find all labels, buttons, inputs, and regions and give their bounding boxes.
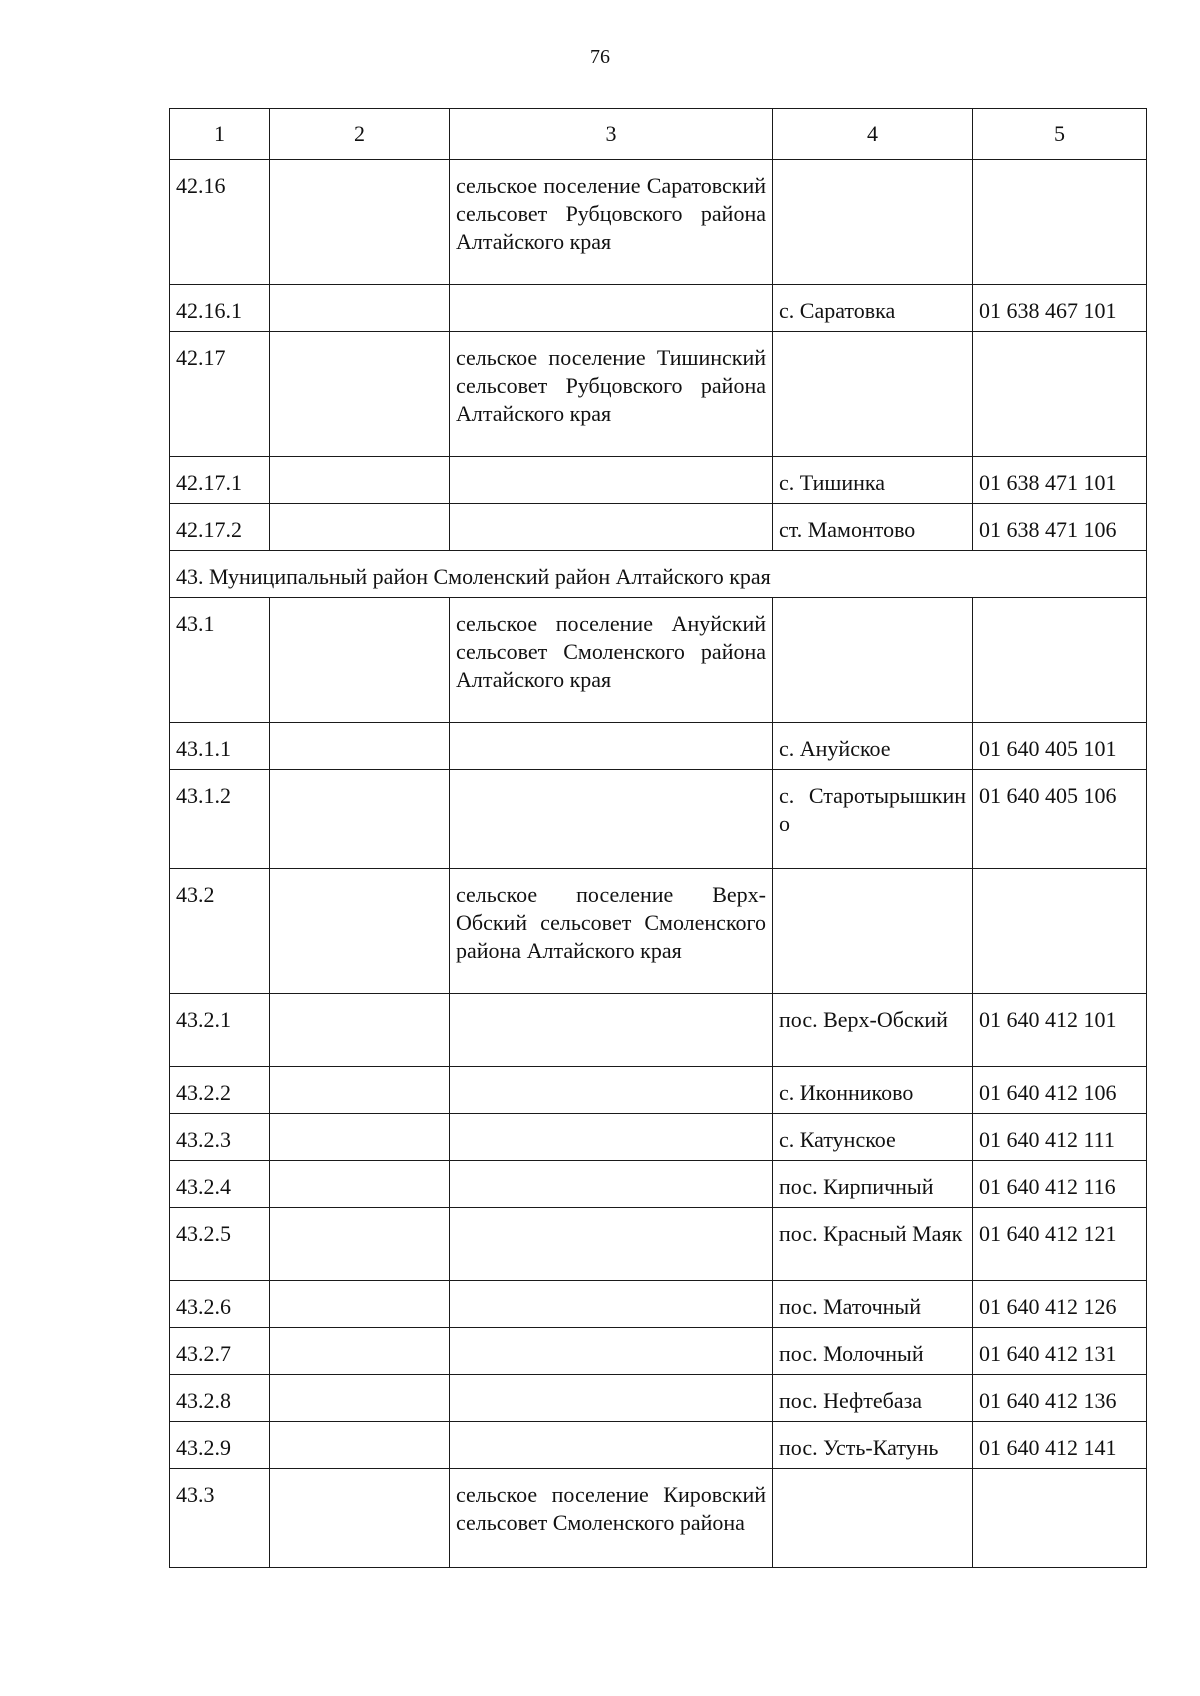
settlement-cell: с. Иконниково: [773, 1067, 973, 1114]
oktmo-code-cell: 01 638 467 101: [973, 285, 1147, 332]
column-2-cell: [270, 723, 450, 770]
row-number-cell: 43.2.5: [170, 1208, 270, 1281]
column-2-cell: [270, 770, 450, 869]
column-2-cell: [270, 332, 450, 457]
column-2-cell: [270, 504, 450, 551]
row-number-cell: 42.16.1: [170, 285, 270, 332]
municipality-name-cell: [450, 1328, 773, 1375]
row-number-cell: 43.2.2: [170, 1067, 270, 1114]
settlements-table: [169, 108, 1147, 1568]
municipality-name-cell: [450, 1422, 773, 1469]
column-2-cell: [270, 1375, 450, 1422]
table-row: [170, 1469, 1147, 1568]
column-2-cell: [270, 994, 450, 1067]
table-body: [170, 109, 1147, 1568]
page-number: 76: [590, 46, 610, 68]
municipality-name-cell: сельское поселение Саратовский сельсовет Рубцовского района Алтайского края: [450, 160, 773, 285]
table-row: [170, 160, 1147, 285]
settlement-cell: [773, 869, 973, 994]
settlement-cell: [773, 1469, 973, 1568]
row-number-cell: 43.2.6: [170, 1281, 270, 1328]
oktmo-code-cell: 01 640 412 126: [973, 1281, 1147, 1328]
column-header: 2: [270, 109, 450, 160]
column-2-cell: [270, 598, 450, 723]
oktmo-code-cell: [973, 160, 1147, 285]
column-2-cell: [270, 1067, 450, 1114]
table-row: [170, 457, 1147, 504]
municipality-name-cell: [450, 770, 773, 869]
column-2-cell: [270, 457, 450, 504]
column-2-cell: [270, 1281, 450, 1328]
table-row: [170, 770, 1147, 869]
municipality-name-cell: [450, 994, 773, 1067]
row-number-cell: 43.2.9: [170, 1422, 270, 1469]
column-header: 1: [170, 109, 270, 160]
row-number-cell: 43.2: [170, 869, 270, 994]
oktmo-code-cell: 01 638 471 106: [973, 504, 1147, 551]
column-2-cell: [270, 1328, 450, 1375]
column-header: 4: [773, 109, 973, 160]
settlement-cell: с. Катунское: [773, 1114, 973, 1161]
settlement-cell: пос. Верх-Обский: [773, 994, 973, 1067]
table-row: [170, 598, 1147, 723]
table-header-row: [170, 109, 1147, 160]
oktmo-code-cell: 01 640 412 106: [973, 1067, 1147, 1114]
section-title: 43. Муниципальный район Смоленский район Алтайского края: [170, 551, 1147, 598]
table-row: [170, 1328, 1147, 1375]
row-number-cell: 42.17.1: [170, 457, 270, 504]
column-header: 3: [450, 109, 773, 160]
municipality-name-cell: [450, 1281, 773, 1328]
municipality-name-cell: [450, 285, 773, 332]
settlement-cell: ст. Мамонтово: [773, 504, 973, 551]
row-number-cell: 43.1: [170, 598, 270, 723]
oktmo-code-cell: [973, 598, 1147, 723]
municipality-name-cell: [450, 1161, 773, 1208]
table-row: [170, 1114, 1147, 1161]
settlement-cell: пос. Кирпичный: [773, 1161, 973, 1208]
row-number-cell: 43.2.7: [170, 1328, 270, 1375]
row-number-cell: 43.1.1: [170, 723, 270, 770]
row-number-cell: 42.17: [170, 332, 270, 457]
settlement-cell: пос. Молочный: [773, 1328, 973, 1375]
settlement-cell: с. Саратовка: [773, 285, 973, 332]
row-number-cell: 43.2.1: [170, 994, 270, 1067]
row-number-cell: 43.3: [170, 1469, 270, 1568]
oktmo-code-cell: 01 640 412 111: [973, 1114, 1147, 1161]
municipality-name-cell: [450, 457, 773, 504]
section-row: [170, 551, 1147, 598]
oktmo-code-cell: 01 640 412 136: [973, 1375, 1147, 1422]
municipality-name-cell: сельское поселение Тишинский сельсовет Рубцовского района Алтайского края: [450, 332, 773, 457]
table-row: [170, 1161, 1147, 1208]
municipality-name-cell: [450, 723, 773, 770]
municipality-name-cell: [450, 504, 773, 551]
settlement-cell: [773, 598, 973, 723]
table-row: [170, 1375, 1147, 1422]
table-row: [170, 869, 1147, 994]
settlement-cell: с. Ануйское: [773, 723, 973, 770]
municipality-name-cell: [450, 1208, 773, 1281]
column-header: 5: [973, 109, 1147, 160]
oktmo-code-cell: 01 638 471 101: [973, 457, 1147, 504]
settlement-cell: [773, 332, 973, 457]
settlement-cell: с. Тишинка: [773, 457, 973, 504]
column-2-cell: [270, 1161, 450, 1208]
oktmo-code-cell: [973, 332, 1147, 457]
municipality-name-cell: сельское поселение Верх-Обский сельсовет Смоленского района Алтайского края: [450, 869, 773, 994]
column-2-cell: [270, 285, 450, 332]
oktmo-code-cell: 01 640 412 141: [973, 1422, 1147, 1469]
column-2-cell: [270, 1422, 450, 1469]
settlement-cell: пос. Красный Маяк: [773, 1208, 973, 1281]
oktmo-code-cell: [973, 869, 1147, 994]
table-row: [170, 723, 1147, 770]
column-2-cell: [270, 1114, 450, 1161]
table-row: [170, 1281, 1147, 1328]
column-2-cell: [270, 869, 450, 994]
municipality-name-cell: сельское поселение Ануйский сельсовет Смоленского района Алтайского края: [450, 598, 773, 723]
row-number-cell: 42.17.2: [170, 504, 270, 551]
oktmo-code-cell: 01 640 412 121: [973, 1208, 1147, 1281]
table-row: [170, 1422, 1147, 1469]
municipality-name-cell: [450, 1067, 773, 1114]
settlement-cell: [773, 160, 973, 285]
oktmo-code-cell: 01 640 405 106: [973, 770, 1147, 869]
table-row: [170, 994, 1147, 1067]
column-2-cell: [270, 1469, 450, 1568]
table-row: [170, 1208, 1147, 1281]
oktmo-code-cell: [973, 1469, 1147, 1568]
table-row: [170, 1067, 1147, 1114]
table-row: [170, 332, 1147, 457]
table-row: [170, 504, 1147, 551]
oktmo-code-cell: 01 640 412 101: [973, 994, 1147, 1067]
table-row: [170, 285, 1147, 332]
oktmo-code-cell: 01 640 405 101: [973, 723, 1147, 770]
municipality-name-cell: [450, 1375, 773, 1422]
row-number-cell: 43.2.4: [170, 1161, 270, 1208]
column-2-cell: [270, 160, 450, 285]
column-2-cell: [270, 1208, 450, 1281]
row-number-cell: 43.2.3: [170, 1114, 270, 1161]
oktmo-code-cell: 01 640 412 116: [973, 1161, 1147, 1208]
settlement-cell: пос. Нефтебаза: [773, 1375, 973, 1422]
row-number-cell: 43.1.2: [170, 770, 270, 869]
settlement-cell: пос. Маточный: [773, 1281, 973, 1328]
municipality-name-cell: [450, 1114, 773, 1161]
settlement-cell: пос. Усть-Катунь: [773, 1422, 973, 1469]
oktmo-code-cell: 01 640 412 131: [973, 1328, 1147, 1375]
municipality-name-cell: сельское поселение Кировский сельсовет Смоленского района: [450, 1469, 773, 1568]
settlement-cell: с. Старотырышкин о: [773, 770, 973, 869]
row-number-cell: 42.16: [170, 160, 270, 285]
row-number-cell: 43.2.8: [170, 1375, 270, 1422]
